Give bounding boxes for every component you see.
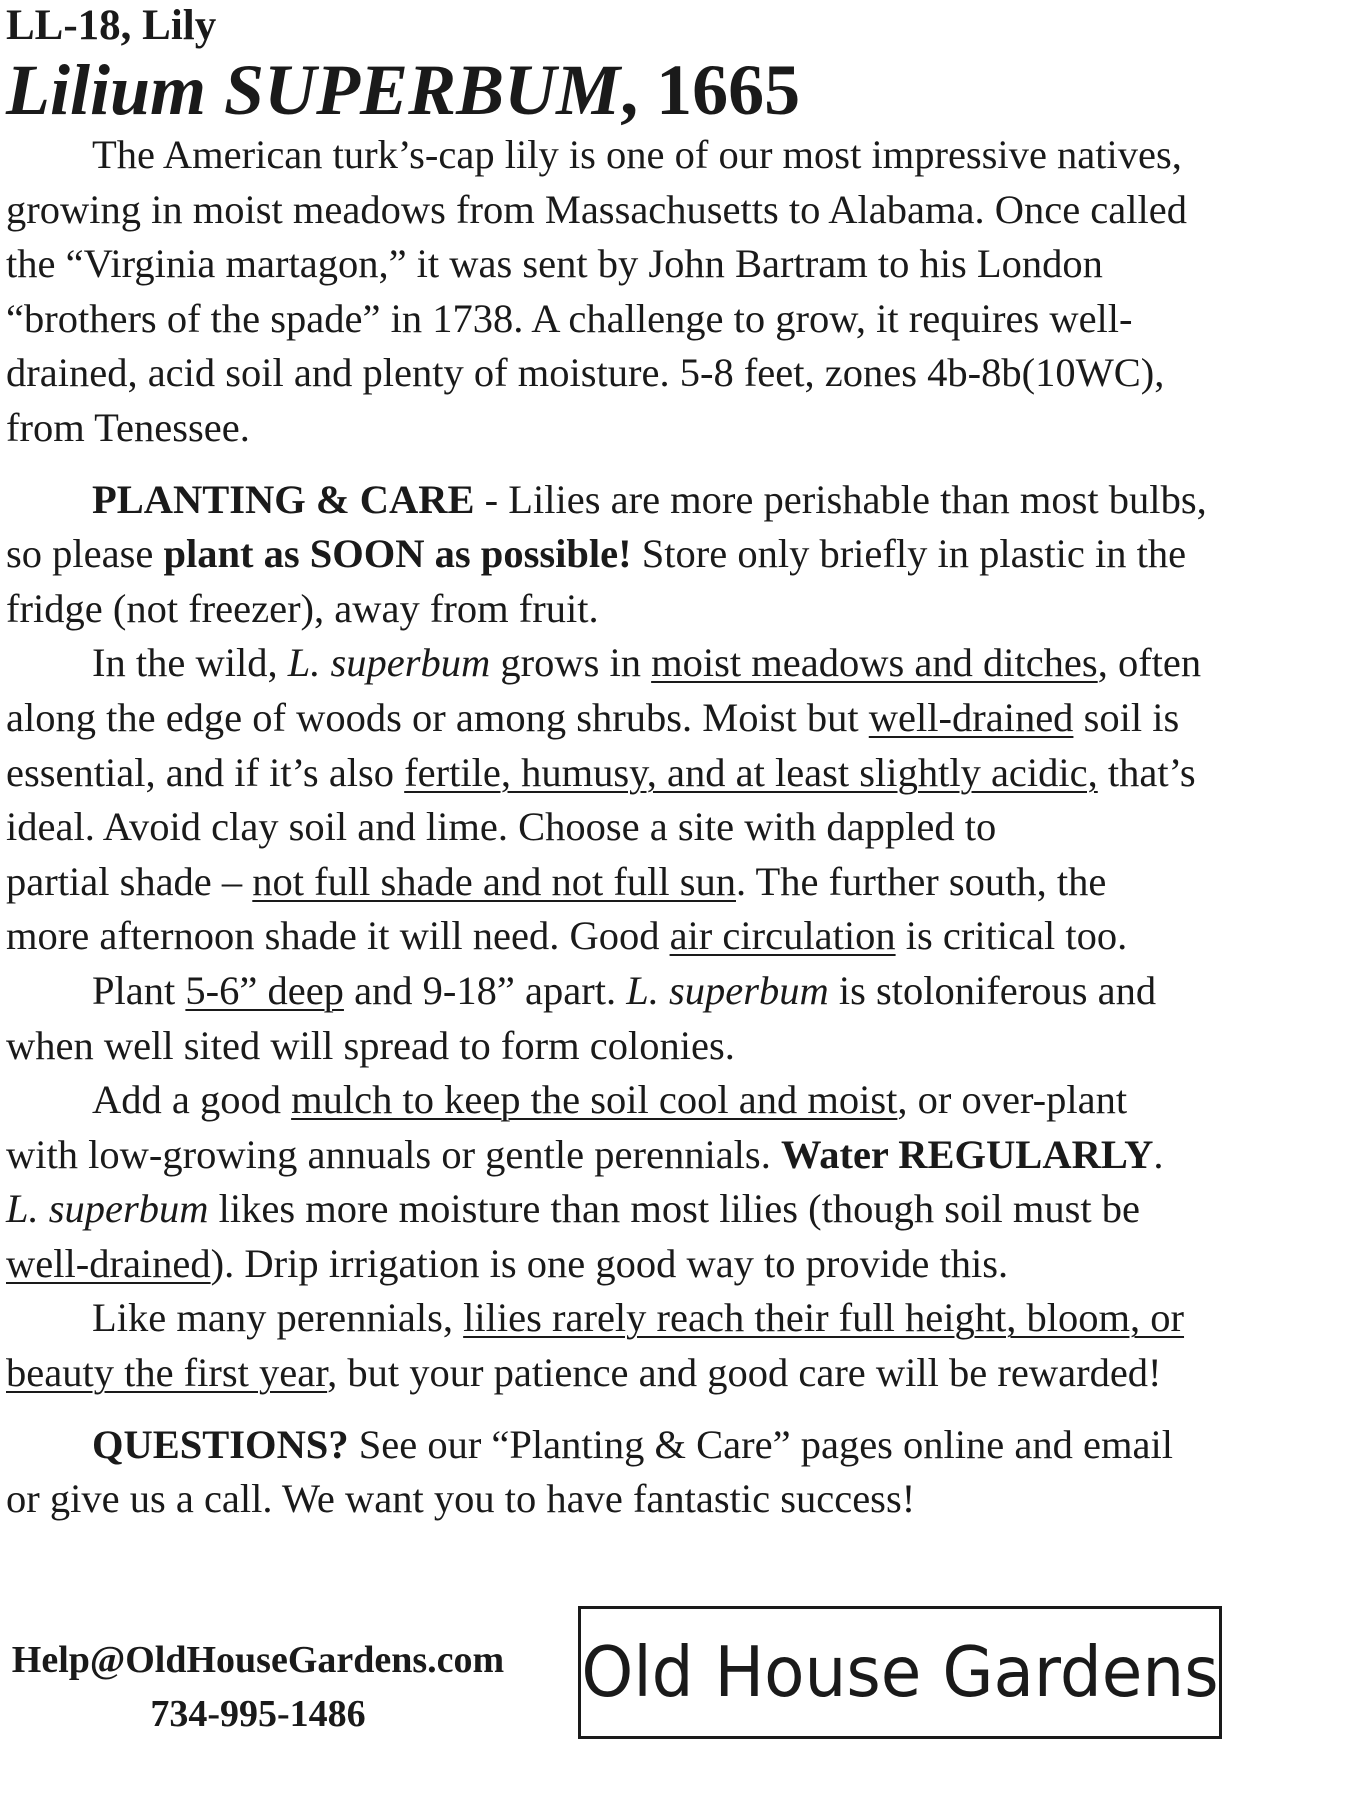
email-link[interactable]: Help@OldHouseGardens.com — [11, 1639, 505, 1681]
planting-line: essential, and if it’s also fertile, humusy, and at least slightly acidic, that’s — [6, 749, 1196, 795]
questions-line: or give us a call. We want you to have fantastic success! — [6, 1476, 916, 1522]
planting-line: fridge (not freezer), away from fruit. — [6, 585, 599, 631]
planting-line: when well sited will spread to form colonies. — [6, 1022, 735, 1068]
planting-care-section — [6, 473, 1341, 1401]
planting-line: beauty the first year, but your patience and good care will be rewarded! — [6, 1350, 1162, 1396]
description-line: “brothers of the spade” in 1738. A challenge to grow, it requires well- — [6, 295, 1133, 341]
planting-line: L. superbum likes more moisture than most lilies (though soil must be — [6, 1186, 1140, 1232]
planting-line: Add a good mulch to keep the soil cool and moist, or over-plant — [92, 1077, 1128, 1123]
planting-line: ideal. Avoid clay soil and lime. Choose a site with dappled to — [6, 804, 997, 850]
paragraph-gap — [6, 1401, 1341, 1418]
planting-heading: PLANTING & CARE — [92, 476, 475, 522]
botanical-name: Lilium SUPERBUM — [6, 50, 621, 130]
description-paragraph — [6, 128, 1341, 456]
description-line: growing in moist meadows from Massachusetts to Alabama. Once called — [6, 186, 1187, 232]
planting-line: more afternoon shade it will need. Good air circulation is critical too. — [6, 913, 1128, 959]
description-line: drained, acid soil and plenty of moisture. 5-8 feet, zones 4b-8b(10WC), — [6, 350, 1165, 396]
questions-line: QUESTIONS? See our “Planting & Care” pages online and email — [92, 1421, 1173, 1467]
planting-line: along the edge of woods or among shrubs. Moist but well-drained soil is — [6, 694, 1180, 740]
phone-number: 734-995-1486 — [150, 1693, 366, 1735]
planting-line: Plant 5-6” deep and 9-18” apart. L. superbum is stoloniferous and — [92, 967, 1157, 1013]
brand-logo-text: Old House Gardens — [581, 1632, 1219, 1713]
introduction-year: , 1665 — [620, 50, 801, 130]
product-card — [6, 0, 1341, 1527]
paragraph-gap — [6, 456, 1341, 473]
brand-logo — [578, 1606, 1222, 1739]
product-title — [6, 52, 1341, 128]
planting-line: well-drained). Drip irrigation is one good way to provide this. — [6, 1240, 1009, 1286]
planting-line: In the wild, L. superbum grows in moist meadows and ditches, often — [92, 640, 1202, 686]
emphasis-plant-soon: plant as SOON as possible! — [163, 531, 632, 577]
questions-heading: QUESTIONS? — [92, 1421, 349, 1467]
planting-line: partial shade – not full shade and not full sun. The further south, the — [6, 858, 1107, 904]
emphasis-water: Water REGULARLY — [780, 1131, 1154, 1177]
contact-block — [0, 1633, 516, 1741]
description-line: The American turk’s-cap lily is one of our most impressive natives, — [92, 132, 1182, 177]
planting-line: with low-growing annuals or gentle perennials. Water REGULARLY. — [6, 1131, 1164, 1177]
planting-line: Like many perennials, lilies rarely reach their full height, bloom, or — [92, 1295, 1185, 1341]
planting-line: PLANTING & CARE - Lilies are more perishable than most bulbs, — [92, 476, 1207, 522]
description-line: from Tenessee. — [6, 404, 250, 450]
questions-section — [6, 1418, 1341, 1527]
description-line: the “Virginia martagon,” it was sent by John Bartram to his London — [6, 241, 1103, 287]
planting-line: so please plant as SOON as possible! Store only briefly in plastic in the — [6, 531, 1187, 577]
product-code: LL-18, Lily — [6, 2, 217, 49]
